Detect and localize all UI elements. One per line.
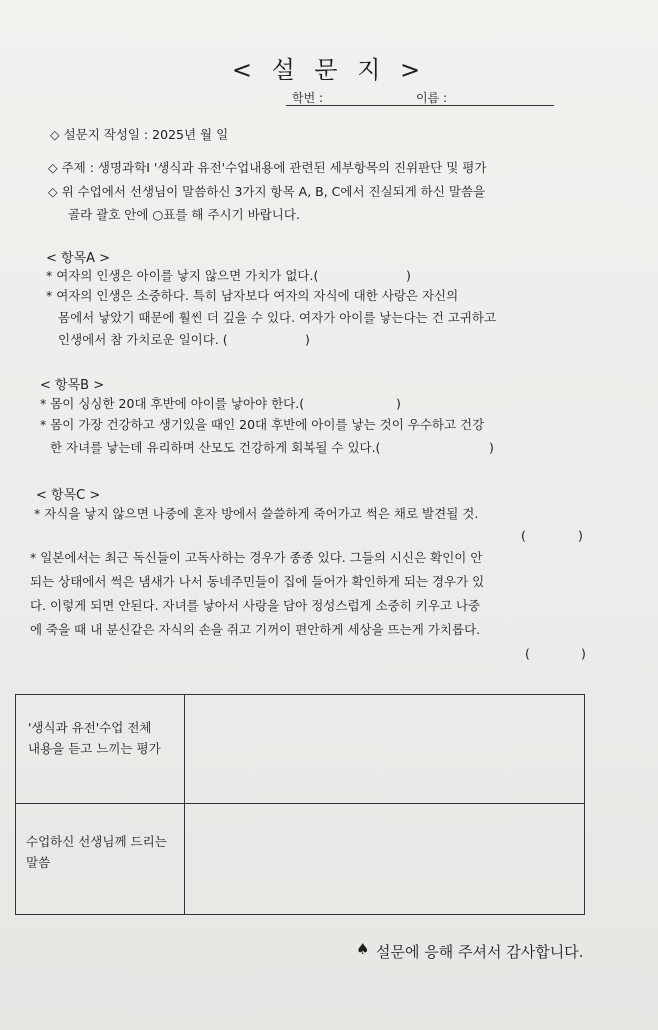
item-a-statement-2-line-2: 몸에서 낳았기 때문에 훨씬 더 깊을 수 있다. 여자가 아이를 낳는다는 건 고귀하고 [58, 310, 497, 325]
item-c-statement-2-line-2: 되는 상태에서 썩은 냄새가 나서 동네주민들이 집에 들어가 확인하게 되는 경우가 있 [30, 574, 485, 589]
item-a-statement-2-line-3: 인생에서 참 가치로운 일이다. ( [58, 332, 228, 347]
table-row-label-evaluation: '생식과 유전'수업 전체 내용을 듣고 느끼는 평가 [28, 720, 161, 756]
item-b-statement-1: * 몸이 싱싱한 20대 후반에 아이를 낳아야 한다.( [40, 396, 305, 411]
item-c-heading: < 항목C > [36, 488, 101, 503]
spade-icon: ♠ [356, 940, 370, 958]
guide-line-1: ◇ 위 수업에서 선생님이 말씀하신 3가지 항목 A, B, C에서 진실되게 하신 말씀을 [48, 184, 486, 199]
table-row-label-message: 수업하신 선생님께 드리는 말씀 [26, 834, 167, 870]
guide-line-2: 골라 괄호 안에 ○표를 해 주시기 바랍니다. [68, 207, 300, 222]
item-b-statement-2-line-1: * 몸이 가장 건강하고 생기있을 때인 20대 후반에 아이를 낳는 것이 우수하고 건강 [40, 417, 485, 432]
item-a-statement-1: * 여자의 인생은 아이를 낳지 않으면 가치가 없다.( [46, 268, 319, 283]
student-id-label: 학번 : [292, 91, 324, 105]
table-answer-evaluation[interactable] [185, 695, 584, 803]
item-c-statement-2-line-4: 에 죽을 때 내 분신같은 자식의 손을 쥐고 기꺼이 편안하게 세상을 뜨는게 가치롭다. [30, 622, 481, 637]
item-a-paren-1-close[interactable]: ) [406, 268, 411, 283]
survey-title: < 설 문 지 > [231, 56, 427, 84]
item-b-statement-2-line-2: 한 자녀를 낳는데 유리하며 산모도 건강하게 회복될 수 있다.( [50, 440, 381, 455]
table-answer-message[interactable] [185, 804, 584, 914]
item-c-paren-2-close[interactable]: ) [581, 646, 586, 661]
item-b-heading: < 항목B > [40, 378, 105, 393]
topic-line: ◇ 주제 : 생명과학Ⅰ '생식과 유전'수업내용에 관련된 세부항목의 진위판단 및 평가 [48, 160, 487, 175]
item-a-statement-2-line-1: * 여자의 인생은 소중하다. 특히 남자보다 여자의 자식에 대한 사랑은 자신의 [46, 288, 459, 303]
item-c-statement-2-line-3: 다. 이렇게 되면 안된다. 자녀를 낳아서 사랑을 담아 정성스럽게 소중히 키우고 나중 [30, 598, 481, 613]
closing-message: 설문에 응해 주셔서 감사합니다. [376, 943, 584, 961]
item-b-paren-1-close[interactable]: ) [396, 396, 401, 411]
item-c-paren-2-open[interactable]: ( [525, 646, 530, 661]
item-a-heading: < 항목A > [46, 251, 111, 266]
item-c-statement-1: * 자식을 낳지 않으면 나중에 혼자 방에서 쓸쓸하게 죽어가고 썩은 채로 발견될 것. [34, 506, 479, 521]
item-c-paren-1-open[interactable]: ( [521, 528, 526, 543]
item-a-paren-2-close[interactable]: ) [305, 332, 310, 347]
evaluation-table [15, 694, 585, 915]
name-label: 이름 : [416, 91, 448, 105]
item-b-paren-2-close[interactable]: ) [489, 440, 494, 455]
item-c-paren-1-close[interactable]: ) [578, 528, 583, 543]
item-c-statement-2-line-1: * 일본에서는 최근 독신들이 고독사하는 경우가 종종 있다. 그들의 시신은 확인이 안 [30, 550, 483, 565]
student-info-line [286, 88, 554, 106]
date-line: ◇ 설문지 작성일 : 2025년 월 일 [50, 127, 229, 142]
